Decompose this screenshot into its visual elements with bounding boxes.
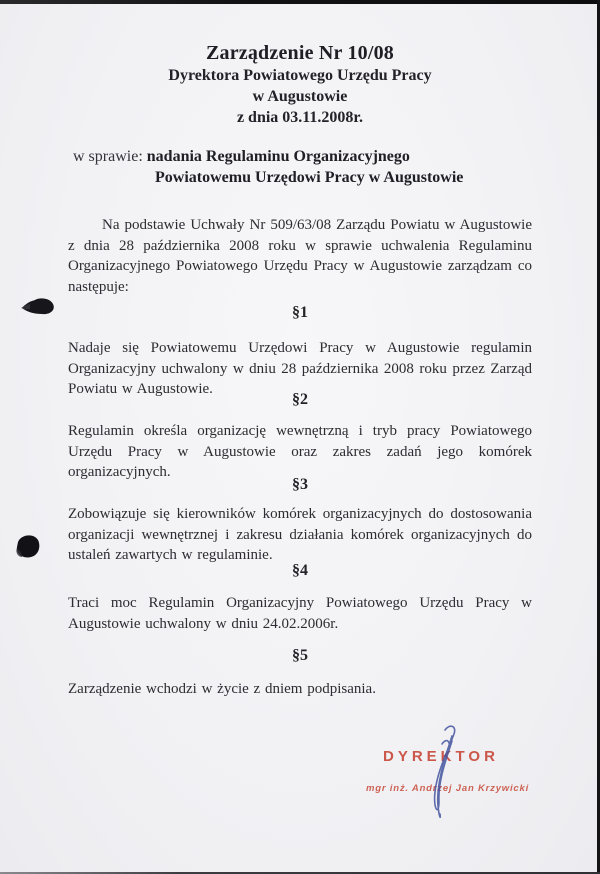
ink-blot-upper [20,295,56,317]
document-subtitle-city: w Augustowie [252,88,348,105]
ink-blot-lower [12,530,42,562]
document-subtitle-issuer: Dyrektora Powiatowego Urzędu Pracy [168,67,432,84]
subject-line-1 [73,146,543,167]
director-stamp-title: DYREKTOR [383,748,499,765]
document-date-line: z dnia 03.11.2008r. [236,109,364,126]
subject-prefix: w sprawie: [73,148,143,165]
section-text-5: Zarządzenie wchodzi w życie z dniem podpisania. [68,681,376,697]
subject-text-2: Powiatowemu Urzędowi Pracy w Augustowie [155,169,464,186]
section-mark-5: §5 [292,647,308,664]
director-stamp-name: mgr inż. Andrzej Jan Krzywicki [366,783,530,794]
section-mark-1: §1 [292,304,308,321]
subject-text-1: nadania Regulaminu Organizacyjnego [146,148,410,165]
section-text-1: Nadaje się Powiatowemu Urzędowi Pracy w Augustowie regulamin Organizacyjny uchwalony w dniu 28 października 2008 roku przez Zarząd Powiatu w Augustowie. [68,340,532,397]
section-text-4: Traci moc Regulamin Organizacyjny Powiatowego Urzędu Pracy w Augustowie uchwalony w dniu 24.02.2006r. [68,595,532,632]
section-mark-2: §2 [292,391,308,408]
section-mark-4: §4 [292,562,308,579]
section-text-2: Regulamin określa organizację wewnętrzną i tryb pracy Powiatowego Urzędu Pracy w Augustowie oraz zakres zadań jego komórek organizacyjnych. [68,423,532,480]
section-mark-3: §3 [292,476,308,493]
document-header [0,42,600,128]
preamble-paragraph: Na podstawie Uchwały Nr 509/63/08 Zarządu Powiatu w Augustowie z dnia 28 października 2008 roku w sprawie uchwalenia Regulaminu Organizacyjnego Powiatowego Urzędu Pracy w Augustowie zarządzam co następuje: [68,217,532,295]
document-title: Zarządzenie Nr 10/08 [205,42,395,64]
section-text-3: Zobowiązuje się kierowników komórek organizacyjnych do dostosowania organizacji wewnętrznej i zakresu działania komórek organizacyjnych do ustaleń zawartych w regulaminie. [68,506,532,563]
handwritten-signature [412,722,474,826]
scan-edge-top [0,0,600,4]
subject-block [73,146,543,188]
